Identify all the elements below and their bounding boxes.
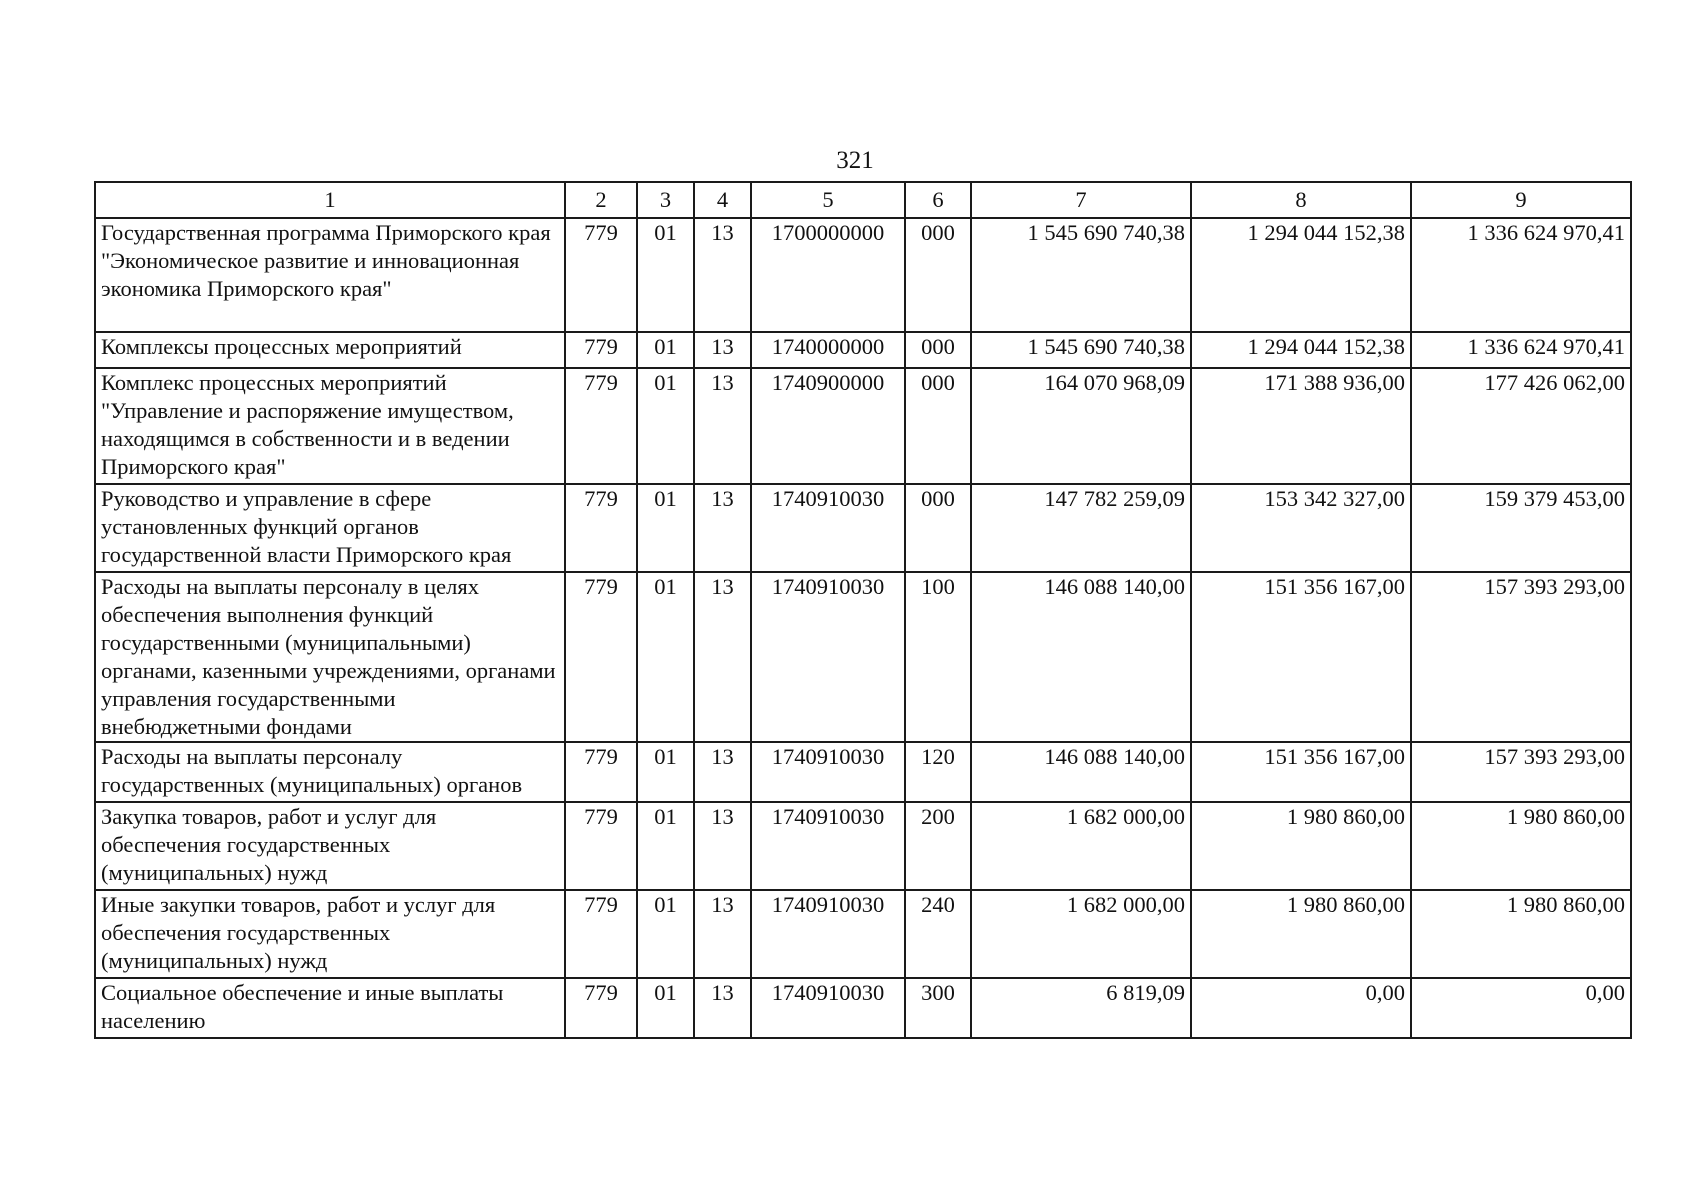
column-header: 8 (1191, 182, 1411, 218)
amount-col-8: 1 294 044 152,38 (1191, 332, 1411, 368)
subsection-code: 13 (694, 890, 751, 978)
amount-col-8: 171 388 936,00 (1191, 368, 1411, 484)
target-article-code: 1740910030 (751, 484, 905, 572)
expense-name: Расходы на выплаты персоналу в целях обеспечения выполнения функций государственными (муниципальными) органами, казенными учреждениями, органами управления государственными внебюджетными фондами (95, 572, 565, 742)
amount-col-7: 1 545 690 740,38 (971, 332, 1191, 368)
amount-col-8: 151 356 167,00 (1191, 742, 1411, 802)
subsection-code: 13 (694, 572, 751, 742)
expense-name: Расходы на выплаты персоналу государственных (муниципальных) органов (95, 742, 565, 802)
section-code: 01 (637, 978, 694, 1038)
expense-type-code: 240 (905, 890, 971, 978)
column-header: 2 (565, 182, 637, 218)
amount-col-9: 1 980 860,00 (1411, 802, 1631, 890)
expense-type-code: 120 (905, 742, 971, 802)
amount-col-9: 1 336 624 970,41 (1411, 218, 1631, 332)
amount-col-8: 1 980 860,00 (1191, 802, 1411, 890)
table-row (95, 572, 1631, 742)
ministry-code: 779 (565, 332, 637, 368)
section-code: 01 (637, 218, 694, 332)
amount-col-8: 1 294 044 152,38 (1191, 218, 1411, 332)
expense-name: Иные закупки товаров, работ и услуг для обеспечения государственных (муниципальных) нужд (95, 890, 565, 978)
amount-col-8: 1 980 860,00 (1191, 890, 1411, 978)
section-code: 01 (637, 890, 694, 978)
amount-col-8: 153 342 327,00 (1191, 484, 1411, 572)
column-header: 1 (95, 182, 565, 218)
table-row (95, 978, 1631, 1038)
amount-col-7: 6 819,09 (971, 978, 1191, 1038)
ministry-code: 779 (565, 890, 637, 978)
table-row (95, 742, 1631, 802)
ministry-code: 779 (565, 368, 637, 484)
amount-col-8: 151 356 167,00 (1191, 572, 1411, 742)
target-article-code: 1740910030 (751, 890, 905, 978)
target-article-code: 1740910030 (751, 802, 905, 890)
expense-type-code: 000 (905, 484, 971, 572)
column-header: 9 (1411, 182, 1631, 218)
expense-type-code: 000 (905, 218, 971, 332)
target-article-code: 1740910030 (751, 572, 905, 742)
section-code: 01 (637, 742, 694, 802)
section-code: 01 (637, 802, 694, 890)
expense-type-code: 300 (905, 978, 971, 1038)
expense-type-code: 000 (905, 332, 971, 368)
expense-type-code: 100 (905, 572, 971, 742)
ministry-code: 779 (565, 218, 637, 332)
column-header: 6 (905, 182, 971, 218)
expense-name: Социальное обеспечение и иные выплаты населению (95, 978, 565, 1038)
expense-name: Государственная программа Приморского края "Экономическое развитие и инновационная экономика Приморского края" (95, 218, 565, 332)
ministry-code: 779 (565, 978, 637, 1038)
column-header: 4 (694, 182, 751, 218)
column-header: 5 (751, 182, 905, 218)
target-article-code: 1740910030 (751, 978, 905, 1038)
section-code: 01 (637, 572, 694, 742)
budget-table (94, 181, 1632, 1039)
target-article-code: 1740000000 (751, 332, 905, 368)
target-article-code: 1740910030 (751, 742, 905, 802)
expense-type-code: 000 (905, 368, 971, 484)
section-code: 01 (637, 484, 694, 572)
expense-name: Комплекс процессных мероприятий "Управление и распоряжение имуществом, находящимся в собственности и в ведении Приморского края" (95, 368, 565, 484)
table-row (95, 368, 1631, 484)
column-header: 3 (637, 182, 694, 218)
expense-name: Закупка товаров, работ и услуг для обеспечения государственных (муниципальных) нужд (95, 802, 565, 890)
table-row (95, 484, 1631, 572)
ministry-code: 779 (565, 742, 637, 802)
target-article-code: 1700000000 (751, 218, 905, 332)
table-row (95, 890, 1631, 978)
target-article-code: 1740900000 (751, 368, 905, 484)
amount-col-9: 1 336 624 970,41 (1411, 332, 1631, 368)
section-code: 01 (637, 368, 694, 484)
amount-col-7: 147 782 259,09 (971, 484, 1191, 572)
amount-col-9: 1 980 860,00 (1411, 890, 1631, 978)
amount-col-9: 177 426 062,00 (1411, 368, 1631, 484)
amount-col-7: 1 545 690 740,38 (971, 218, 1191, 332)
subsection-code: 13 (694, 484, 751, 572)
expense-type-code: 200 (905, 802, 971, 890)
amount-col-8: 0,00 (1191, 978, 1411, 1038)
amount-col-9: 157 393 293,00 (1411, 742, 1631, 802)
ministry-code: 779 (565, 802, 637, 890)
amount-col-9: 157 393 293,00 (1411, 572, 1631, 742)
section-code: 01 (637, 332, 694, 368)
table-header-row (95, 182, 1631, 218)
amount-col-7: 1 682 000,00 (971, 802, 1191, 890)
amount-col-7: 146 088 140,00 (971, 572, 1191, 742)
page-number: 321 (836, 147, 874, 174)
amount-col-9: 159 379 453,00 (1411, 484, 1631, 572)
ministry-code: 779 (565, 572, 637, 742)
ministry-code: 779 (565, 484, 637, 572)
expense-name: Руководство и управление в сфере установленных функций органов государственной власти Приморского края (95, 484, 565, 572)
expense-name: Комплексы процессных мероприятий (95, 332, 565, 368)
table-row (95, 802, 1631, 890)
subsection-code: 13 (694, 742, 751, 802)
subsection-code: 13 (694, 218, 751, 332)
amount-col-7: 164 070 968,09 (971, 368, 1191, 484)
column-header: 7 (971, 182, 1191, 218)
subsection-code: 13 (694, 978, 751, 1038)
table-row (95, 332, 1631, 368)
amount-col-7: 146 088 140,00 (971, 742, 1191, 802)
table-row (95, 218, 1631, 332)
subsection-code: 13 (694, 802, 751, 890)
amount-col-7: 1 682 000,00 (971, 890, 1191, 978)
subsection-code: 13 (694, 368, 751, 484)
amount-col-9: 0,00 (1411, 978, 1631, 1038)
subsection-code: 13 (694, 332, 751, 368)
